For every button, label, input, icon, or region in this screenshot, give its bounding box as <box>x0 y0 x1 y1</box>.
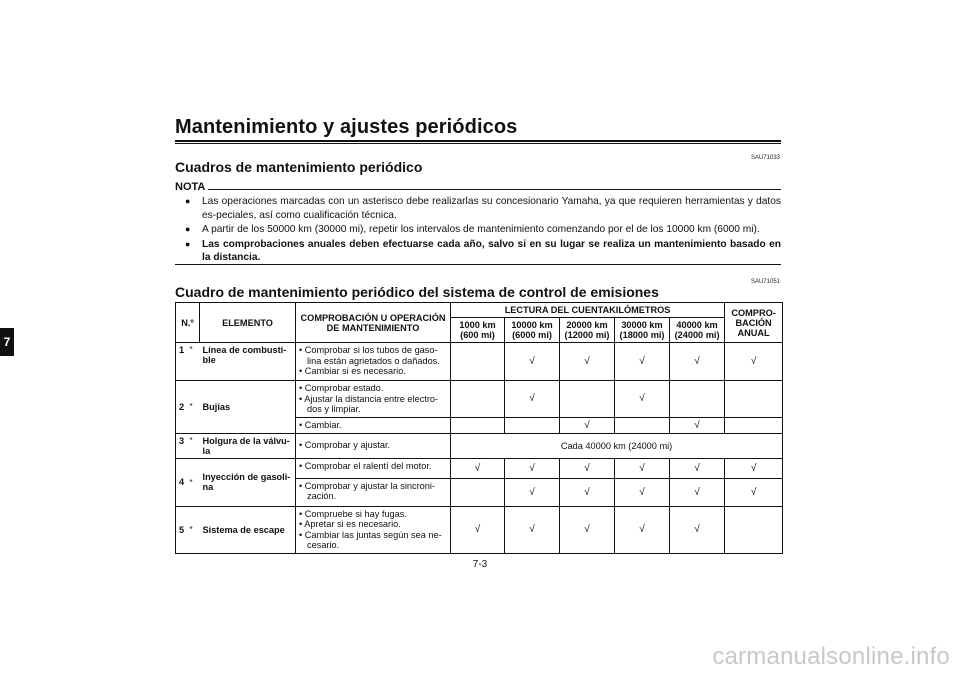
check-cell: √ <box>505 381 560 418</box>
check-cell: √ <box>560 478 615 506</box>
chapter-tab[interactable]: 7 <box>0 328 14 356</box>
header-interval: 30000 km (18000 mi) <box>615 318 670 343</box>
check-cell: √ <box>451 458 505 478</box>
check-cell: √ <box>725 478 783 506</box>
section-title: Cuadro de mantenimiento periódico del sistema de control de emisiones <box>175 284 659 300</box>
header-element: ELEMENTO <box>200 303 296 343</box>
header-annual: COMPRO-BACIÓN ANUAL <box>725 303 783 343</box>
page-number: 7-3 <box>472 559 488 570</box>
check-cell <box>560 381 615 418</box>
check-cell: √ <box>451 506 505 553</box>
nota-rule <box>208 189 781 190</box>
check-cell <box>615 417 670 433</box>
row-element: Sistema de escape <box>200 506 296 553</box>
check-cell: √ <box>560 458 615 478</box>
row-action: • Compruebe si hay fugas. • Apretar si es necesario. • Cambiar las juntas según sea ne-cesario. <box>296 506 451 553</box>
check-cell: √ <box>505 506 560 553</box>
nota-bullets <box>185 195 781 266</box>
header-interval: 20000 km (12000 mi) <box>560 318 615 343</box>
bullet-icon: ● <box>185 238 191 249</box>
interval-span-cell: Cada 40000 km (24000 mi) <box>451 433 783 458</box>
check-cell <box>670 381 725 418</box>
asterisk: * <box>190 343 200 381</box>
row-element: Bujías <box>200 381 296 434</box>
title-rule <box>175 140 781 142</box>
table-row <box>176 343 783 381</box>
check-cell: √ <box>670 478 725 506</box>
row-action: • Comprobar si los tubos de gaso-lina están agrietados o dañados. • Cambiar si es necesario. <box>296 343 451 381</box>
check-cell <box>451 417 505 433</box>
table-row <box>176 458 783 478</box>
nota-bullet <box>185 223 781 237</box>
table-row <box>176 433 783 458</box>
nota-label: NOTA <box>175 181 206 193</box>
asterisk: * <box>190 458 200 506</box>
header-interval: 10000 km (6000 mi) <box>505 318 560 343</box>
check-cell: √ <box>725 458 783 478</box>
check-cell: √ <box>615 343 670 381</box>
check-cell: √ <box>560 417 615 433</box>
row-action: • Comprobar estado. • Ajustar la distancia entre electro-dos y limpiar. <box>296 381 451 418</box>
check-cell: √ <box>725 343 783 381</box>
table-row <box>176 381 783 418</box>
check-cell: √ <box>505 478 560 506</box>
check-cell <box>451 343 505 381</box>
section-title: Cuadros de mantenimiento periódico <box>175 159 423 175</box>
check-cell: √ <box>670 417 725 433</box>
asterisk: * <box>190 433 200 458</box>
asterisk: * <box>190 506 200 553</box>
row-element: Línea de combusti-ble <box>200 343 296 381</box>
nota-bullet <box>185 195 781 222</box>
check-cell: √ <box>615 381 670 418</box>
watermark: carmanualsonline.info <box>712 643 950 670</box>
check-cell: √ <box>560 506 615 553</box>
section-code: SAU71051 <box>750 279 780 285</box>
check-cell: √ <box>670 458 725 478</box>
nota-bullet-text: Las operaciones marcadas con un asterisco debe realizarlas su concesionario Yamaha, ya que requieren herramientas y datos es-peciales, así como cualificación técnica. <box>202 196 781 221</box>
table-header-row <box>176 303 783 318</box>
check-cell: √ <box>505 458 560 478</box>
row-number: 2 <box>176 381 190 434</box>
bullet-icon: ● <box>185 196 191 206</box>
check-cell <box>725 506 783 553</box>
check-cell <box>451 381 505 418</box>
check-cell: √ <box>560 343 615 381</box>
row-action: • Cambiar. <box>296 417 451 433</box>
row-element: Holgura de la válvu-la <box>200 433 296 458</box>
row-number: 1 <box>176 343 190 381</box>
header-interval: 40000 km (24000 mi) <box>670 318 725 343</box>
row-number: 3 <box>176 433 190 458</box>
row-action: • Comprobar el ralentí del motor. <box>296 458 451 478</box>
row-number: 4 <box>176 458 190 506</box>
table-row <box>176 506 783 553</box>
row-action: • Comprobar y ajustar la sincroni-zación. <box>296 478 451 506</box>
check-cell <box>725 417 783 433</box>
check-cell: √ <box>615 458 670 478</box>
row-element: Inyección de gasoli-na <box>200 458 296 506</box>
check-cell: √ <box>615 506 670 553</box>
bullet-icon: ● <box>185 224 191 234</box>
maintenance-table <box>175 302 783 554</box>
check-cell: √ <box>670 506 725 553</box>
row-number: 5 <box>176 506 190 553</box>
nota-end-rule <box>175 264 781 265</box>
check-cell <box>505 417 560 433</box>
nota-bullet-text: A partir de los 50000 km (30000 mi), repetir los intervalos de mantenimiento comenzando por el de los 10000 km (6000 mi). <box>202 224 760 235</box>
nota-bullet <box>185 238 781 265</box>
page-title: Mantenimiento y ajustes periódicos <box>175 116 518 138</box>
check-cell: √ <box>505 343 560 381</box>
check-cell <box>725 381 783 418</box>
asterisk: * <box>190 381 200 434</box>
row-action: • Comprobar y ajustar. <box>296 433 451 458</box>
check-cell: √ <box>670 343 725 381</box>
header-interval: 1000 km (600 mi) <box>451 318 505 343</box>
section-code: SAU71033 <box>750 155 780 161</box>
nota-bullet-text: Las comprobaciones anuales deben efectuarse cada año, salvo si en su lugar se realiza un mantenimiento basado en la distancia. <box>202 238 781 263</box>
header-check: COMPROBACIÓN U OPERACIÓN DE MANTENIMIENTO <box>296 303 451 343</box>
check-cell <box>451 478 505 506</box>
check-cell: √ <box>615 478 670 506</box>
header-odometer: LECTURA DEL CUENTAKILÓMETROS <box>451 303 725 318</box>
header-no: N.º <box>176 303 200 343</box>
title-rule-thin <box>175 143 781 144</box>
